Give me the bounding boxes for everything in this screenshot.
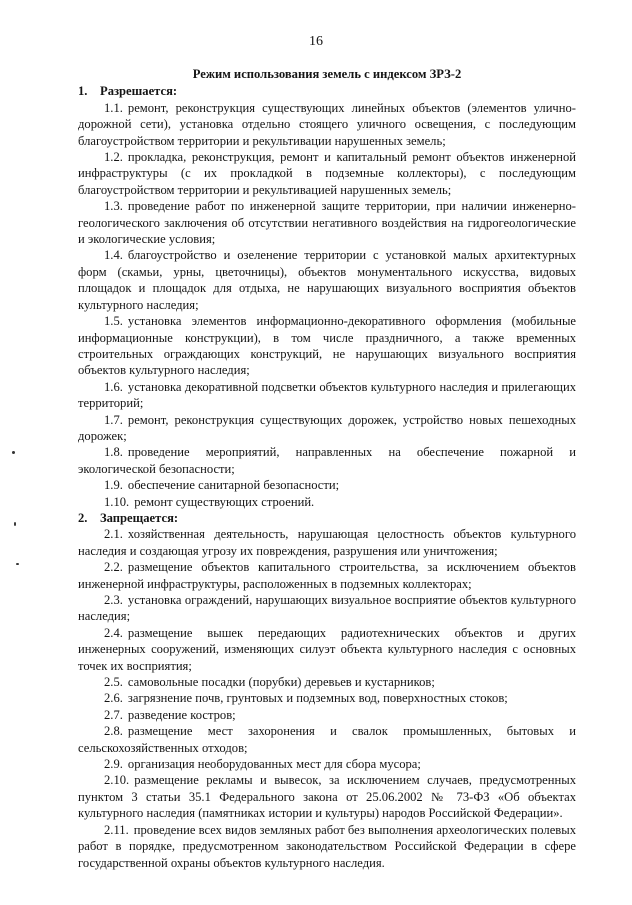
list-item [78,592,576,625]
list-item [78,247,576,313]
section-heading [78,510,576,526]
item-number: 1.10. [104,494,130,509]
item-text: разведение костров; [127,707,236,722]
document-body [78,66,576,871]
item-text: хозяйственная деятельность, нарушающая целостность объектов культурного наследия и создающая угрозу их повреждения, разрушения или уничтожения; [78,527,576,558]
list-item [78,444,576,477]
item-number: 1.4. [104,248,123,263]
list-item [78,379,576,412]
item-text: обеспечение санитарной безопасности; [127,478,340,493]
sections-container [78,83,576,871]
item-text: размещение объектов капитального строительства, за исключением объектов инженерной инфраструктуры, расположенных в подземных коллекторах; [78,560,576,591]
item-text: размещение вышек передающих радиотехнических объектов и других инженерных сооружений, изменяющих силуэт объекта культурного наследия с основных точек их восприятия; [78,625,576,673]
item-text: установка декоративной подсветки объектов культурного наследия и прилегающих территорий; [78,379,576,411]
list-item [78,707,576,723]
list-item [78,674,576,690]
list-item [78,756,576,772]
item-text: установка элементов информационно-декоративного оформления (мобильные информационные конструкции), в том числе праздничного, а также временных строительных ограждающих конструкций, не нарушающих визуального восприятия объектов культурного наследия; [78,314,576,378]
item-text: ремонт, реконструкция существующих дорожек, устройство новых пешеходных дорожек; [78,412,576,443]
item-text: размещение рекламы и вывесок, за исключением случаев, предусмотренных пунктом 3 статьи 35.1 Федерального закона от 25.06.2002 № 73-ФЗ «Об объектах культурного наследия (памятниках истории и культуры) народов Российской Федерации». [78,773,576,821]
list-item [78,559,576,592]
section-heading-text: Разрешается: [100,84,178,99]
item-text: установка ограждений, нарушающих визуальное восприятие объектов культурного наследия; [78,593,576,624]
list-item [78,625,576,674]
item-number: 2.10. [104,773,130,788]
item-number: 2.4. [104,625,123,640]
list-item [78,822,576,871]
item-number: 1.1. [104,100,123,115]
scan-speck [14,522,16,526]
item-number: 2.9. [104,757,123,772]
item-number: 2.7. [104,707,123,722]
item-number: 1.2. [104,150,123,165]
item-text: размещение мест захоронения и свалок промышленных, бытовых и сельскохозяйственных отходов; [78,724,576,755]
list-item [78,198,576,247]
item-number: 2.5. [104,675,123,690]
section-number: 2. [78,510,88,525]
list-item [78,313,576,379]
item-text: благоустройство и озеленение территории с установкой малых архитектурных форм (скамьи, урны, цветочницы), объектов монументального искусства, видовых площадок и площадок для отдыха, не нарушающих визуального восприятия объектов культурного наследия; [78,248,576,312]
item-number: 1.7. [104,412,123,427]
section-heading [78,83,576,99]
item-number: 2.11. [104,822,129,837]
list-item [78,477,576,493]
list-item [78,494,576,510]
item-number: 1.9. [104,478,123,493]
item-text: ремонт, реконструкция существующих линейных объектов (элементов улично-дорожной сети), установка отдельно стоящего уличного освещения, с последующим благоустройством территории и рекультивации нарушенных земель; [78,100,576,148]
item-number: 2.8. [104,724,123,739]
item-number: 2.3. [104,593,123,607]
item-number: 2.6. [104,691,123,706]
list-item [78,412,576,445]
scan-speck [12,451,15,454]
list-item [78,723,576,756]
list-item [78,690,576,706]
item-text: загрязнение почв, грунтовых и подземных вод, поверхностных стоков; [127,691,508,706]
item-number: 1.6. [104,379,123,394]
list-item [78,149,576,198]
item-number: 1.8. [104,445,123,460]
section-number: 1. [78,84,88,99]
section-heading-text: Запрещается: [100,510,179,525]
item-text: организация необорудованных мест для сбора мусора; [127,757,421,772]
item-number: 2.1. [104,527,123,542]
item-number: 2.2. [104,560,123,575]
item-text: самовольные посадки (порубки) деревьев и кустарников; [127,675,435,690]
item-text: проведение мероприятий, направленных на обеспечение пожарной и экологической безопасности; [78,445,576,476]
item-number: 1.5. [104,314,123,329]
list-item [78,100,576,149]
scan-speck [16,563,19,565]
item-text: ремонт существующих строений. [134,494,315,509]
item-number: 1.3. [104,199,123,214]
item-text: проведение работ по инженерной защите территории, при наличии инженерно-геологического заключения об отсутствии негативного воздействия на гидрогеологические и экологические условия; [78,199,576,247]
item-text: проведение всех видов земляных работ без выполнения археологических полевых работ в порядке, предусмотренном законодательством Российской Федерации в сфере государственной охраны объектов культурного наследия. [78,822,576,870]
document-title: Режим использования земель с индексом ЗРЗ-2 [192,67,462,81]
list-item [78,526,576,559]
list-item [78,772,576,821]
page-number: 16 [309,34,323,49]
item-text: прокладка, реконструкция, ремонт и капитальный ремонт объектов инженерной инфраструктуры (с их прокладкой в подземные коллекторы), с последующим благоустройством территории и рекультивацией нарушенных земель; [78,150,576,197]
